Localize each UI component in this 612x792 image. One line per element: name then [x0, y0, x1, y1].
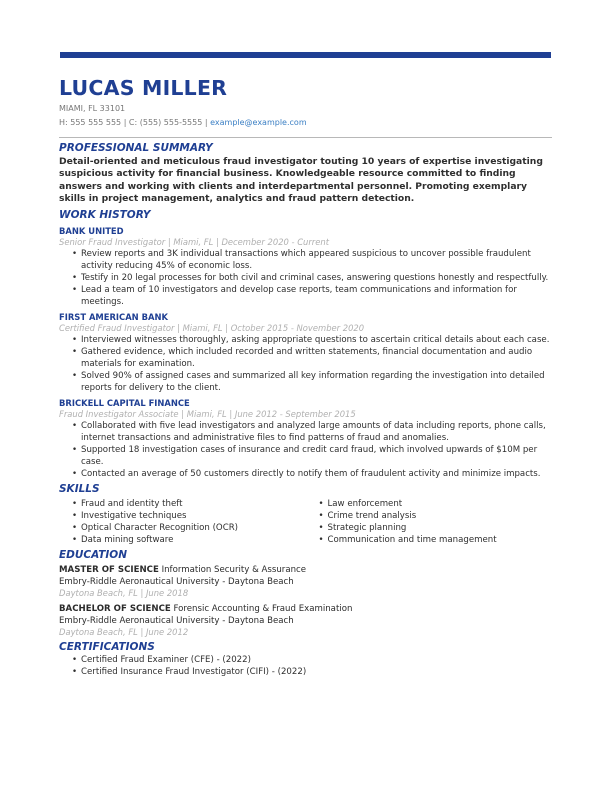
education-degree-line: [59, 564, 552, 576]
resume-content: [59, 74, 552, 678]
skill-item: • Data mining software: [59, 534, 306, 546]
education-heading: EDUCATION: [59, 549, 128, 562]
education-entry: [59, 564, 552, 599]
header-accent-bar: [60, 52, 551, 58]
candidate-name: LUCAS MILLER: [59, 76, 228, 100]
education-meta: Daytona Beach, FL | June 2018: [59, 588, 189, 599]
summary-heading: PROFESSIONAL SUMMARY: [59, 142, 213, 154]
skills-list-left: [59, 498, 306, 546]
degree-name: BACHELOR OF SCIENCE: [59, 604, 171, 615]
company-name: BANK UNITED: [59, 226, 124, 237]
job-bullet: • Solved 90% of assigned cases and summarized all key information regarding the investigation into detailed reports for delivery to the client.: [59, 370, 552, 394]
job-meta: Senior Fraud Investigator | Miami, FL | December 2020 - Current: [59, 237, 329, 248]
summary-text: Detail-oriented and meticulous fraud investigator touting 10 years of expertise investigating suspicious activity for financial business. Knowledgeable resource committed to finding answers and working with clients and interdepartmental personnel. Promoting exemplary skills in project management, analytics and fraud pattern detection.: [59, 156, 543, 204]
skill-item: • Strategic planning: [306, 522, 553, 534]
job-bullet: • Gathered evidence, which included recorded and written statements, financial documentation and audio materials for examination.: [59, 346, 552, 370]
skills-list-right: [306, 498, 553, 546]
skill-item: • Law enforcement: [306, 498, 553, 510]
certifications-list: [59, 654, 552, 678]
certification-item: • Certified Fraud Examiner (CFE) - (2022): [59, 654, 552, 666]
header-divider: [59, 137, 552, 138]
job-bullet: • Review reports and 3K individual transactions which appeared suspicious to uncover possible fraudulent activity reducing 45% of economic loss.: [59, 248, 552, 272]
school-name: Embry-Riddle Aeronautical University - Daytona Beach: [59, 616, 294, 627]
skills-columns: [59, 498, 552, 546]
education-entry: [59, 603, 552, 638]
email-link[interactable]: example@example.com: [210, 118, 307, 127]
school-name: Embry-Riddle Aeronautical University - Daytona Beach: [59, 577, 294, 588]
certifications-heading: CERTIFICATIONS: [59, 641, 155, 654]
company-name: BRICKELL CAPITAL FINANCE: [59, 398, 190, 409]
phone-numbers: H: 555 555 555 | C: (555) 555-5555 |: [59, 118, 211, 127]
job-entry: [59, 397, 552, 480]
work-history-heading: WORK HISTORY: [59, 209, 151, 222]
job-bullets: [59, 334, 552, 394]
company-name: FIRST AMERICAN BANK: [59, 312, 168, 323]
job-bullet: • Interviewed witnesses thoroughly, asking appropriate questions to ascertain critical details about each case.: [59, 334, 552, 346]
job-meta: Fraud Investigator Associate | Miami, FL | June 2012 - September 2015: [59, 409, 356, 420]
skill-item: • Investigative techniques: [59, 510, 306, 522]
skills-heading: SKILLS: [59, 483, 100, 496]
degree-field: Information Security & Assurance: [158, 565, 307, 576]
address: MIAMI, FL 33101: [59, 104, 126, 113]
job-bullet: • Collaborated with five lead investigators and analyzed large amounts of data including reports, phone calls, internet transactions and administrative files to find patterns of fraud and anomalies.: [59, 420, 552, 444]
job-bullet: • Lead a team of 10 investigators and develop case reports, team communications and information for meetings.: [59, 284, 552, 308]
degree-field: Forensic Accounting & Fraud Examination: [170, 604, 353, 615]
certification-item: • Certified Insurance Fraud Investigator (CIFI) - (2022): [59, 666, 552, 678]
skill-item: • Fraud and identity theft: [59, 498, 306, 510]
skill-item: • Crime trend analysis: [306, 510, 553, 522]
job-bullets: [59, 248, 552, 308]
job-bullets: [59, 420, 552, 480]
contact-line: [59, 117, 552, 129]
education-meta: Daytona Beach, FL | June 2012: [59, 627, 189, 638]
skill-item: • Communication and time management: [306, 534, 553, 546]
skill-item: • Optical Character Recognition (OCR): [59, 522, 306, 534]
degree-name: MASTER OF SCIENCE: [59, 565, 159, 576]
job-meta: Certified Fraud Investigator | Miami, FL | October 2015 - November 2020: [59, 323, 365, 334]
job-bullet: • Supported 18 investigation cases of insurance and credit card fraud, which involved upwards of $10M per case.: [59, 444, 552, 468]
job-entry: [59, 225, 552, 308]
job-bullet: • Testify in 20 legal processes for both civil and criminal cases, answering questions honestly and respectfully.: [59, 272, 552, 284]
education-degree-line: [59, 603, 552, 615]
job-entry: [59, 311, 552, 394]
job-bullet: • Contacted an average of 50 customers directly to notify them of fraudulent activity and minimize impacts.: [59, 468, 552, 480]
